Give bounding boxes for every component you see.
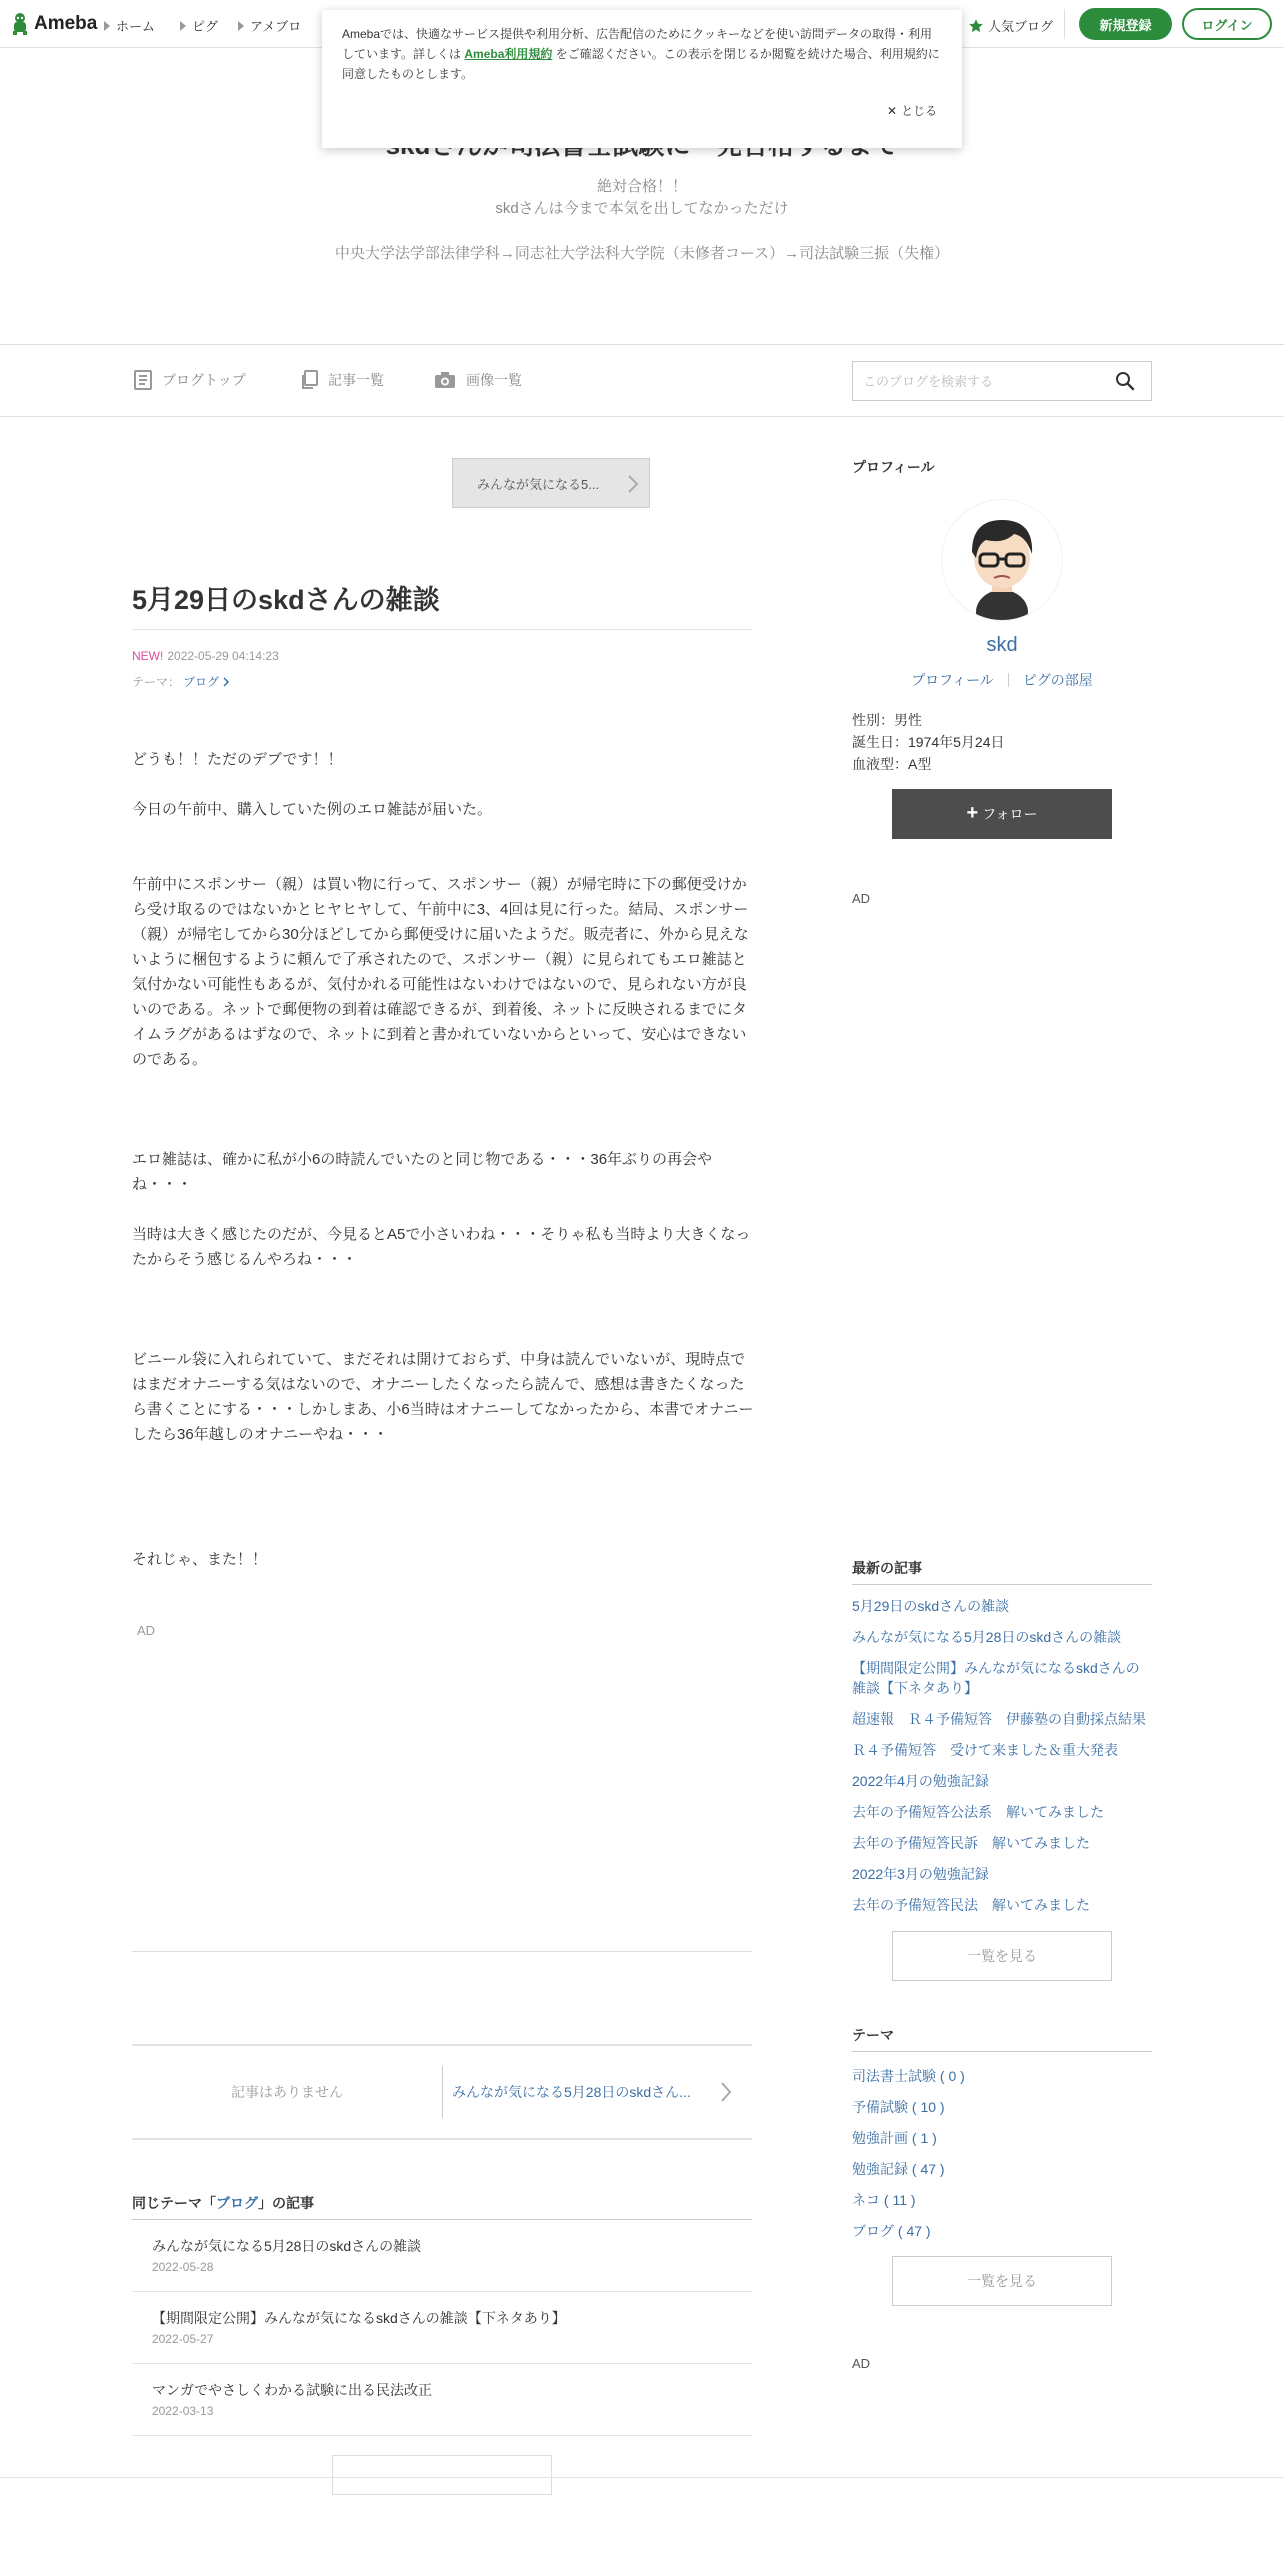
recent-heading: 最新の記事 [852, 1560, 922, 1576]
pig-room-link[interactable]: ピグの部屋 [1022, 672, 1093, 688]
avatar-image [942, 500, 1062, 620]
popular-blog-link[interactable] [968, 16, 1053, 35]
nav-home[interactable] [104, 16, 155, 35]
article-paragraph [132, 1072, 756, 1097]
close-icon: ✕ [887, 103, 898, 118]
profile-heading: プロフィール [852, 459, 935, 475]
copy-icon [300, 370, 318, 390]
profile-gender: 性別：男性 [852, 712, 922, 728]
logo-text: Ameba [34, 13, 98, 34]
same-theme-item-date: 2022-05-27 [152, 2332, 214, 2346]
same-theme-item[interactable] [132, 2364, 752, 2436]
divider [0, 416, 1284, 417]
recent-item[interactable]: 去年の予備短答民法 解いてみました [852, 1897, 1090, 1913]
pager-prev: 記事はありません [231, 2084, 343, 2100]
nav-ameblo-label: アメブロ [250, 19, 302, 34]
recent-item[interactable]: みんなが気になる5月28日のskdさんの雑談 [852, 1629, 1122, 1645]
prev-article-button[interactable] [452, 458, 650, 508]
chevron-right-icon [720, 2081, 732, 2103]
blog-subtitle: 中央大学法学部法律学科→同志社大学法科大学院（未修者コース）→司法試験三振（失権） [334, 245, 950, 262]
blog-description-line: skdさんは今まで本気を出してなかっただけ [495, 200, 789, 217]
nav-home-label: ホーム [116, 19, 156, 34]
terms-link[interactable]: Ameba利用規約 [464, 47, 553, 61]
recent-item[interactable]: 去年の予備短答公法系 解いてみました [852, 1804, 1104, 1820]
ameba-logo[interactable] [10, 12, 97, 36]
ad-label: AD [137, 1623, 156, 1638]
article-paragraph [132, 847, 756, 872]
ad-label: AD [852, 2356, 871, 2371]
star-icon [968, 18, 984, 34]
article-datetime: 2022-05-29 04:14:23 [167, 649, 279, 663]
article-paragraph: ビニール袋に入れられていて、まだそれは開けておらず、中身は読んでいないが、現時点ではまだオナニーする気はないので、オナニーしたくなったら読んで、感想は書きたくなったら書くことにする・・・しかしまあ、小6当時はオナニーしてなかったから、本書でオナニーしたら36年越しのオナニーやね・・・ [132, 1351, 754, 1443]
plus-icon: + [966, 801, 979, 824]
article-paragraph [132, 1522, 756, 1547]
cookie-text-part: Amebaでは、快適なサービス提供や利用分析、広告配信のためにクッキーなどを使い訪問データの取得・利用しています。詳しくは [342, 27, 933, 61]
link-separator [1008, 673, 1009, 687]
pager-next[interactable] [452, 2046, 742, 2138]
login-button[interactable]: ログイン [1182, 8, 1272, 40]
same-theme-prefix: 同じテーマ「 [132, 2195, 216, 2211]
triangle-icon [180, 21, 186, 31]
recent-item[interactable]: 超速報 Ｒ４予備短答 伊藤塾の自動採点結果 [852, 1711, 1146, 1727]
same-theme-link[interactable]: ブログ [216, 2195, 258, 2211]
article-paragraph: 午前中にスポンサー（親）は買い物に行って、スポンサー（親）が帰宅時に下の郵便受けから受け取るのではないかとヒヤヒヤして、午前中に3、4回は見に行った。結局、スポンサー（親）が帰宅してから30分ほどしてから郵便受けに届いたようだ。販売者に、外から見えないように梱包するように頼んで了承されたので、スポンサー（親）に見られてもエロ雑誌と気付かない可能性もあるが、気付かれる可能性はないわけではないので、見られない方が良いのである。ネットで郵便物の到着は確認できるが、到着後、ネットに反映されるまでにタイムラグがあるはずなので、ネットに到着と書かれていないからといって、安心はできないのである。 [132, 876, 749, 1068]
avatar[interactable] [942, 500, 1062, 620]
ameba-mascot-icon [10, 12, 30, 36]
nav-pig[interactable] [180, 16, 218, 35]
same-theme-heading [132, 2193, 314, 2213]
cookie-text-part: をご確認ください。この表示を閉じるか閲覧を続けた場合、利用規約に同意したものとします。 [342, 47, 940, 81]
article-paragraph: エロ雑誌は、確かに私が小6の時読んでいたのと同じ物である・・・36年ぶりの再会やね・・・ [132, 1151, 713, 1193]
article-paragraph [132, 822, 756, 847]
triangle-icon [104, 21, 110, 31]
nav-ameblo[interactable] [238, 16, 301, 35]
same-theme-more-button[interactable] [332, 2455, 552, 2495]
recent-item[interactable]: 去年の予備短答民訴 解いてみました [852, 1835, 1090, 1851]
theme-heading: テーマ [852, 2027, 894, 2043]
theme-item[interactable]: 司法書士試験 ( 0 ) [852, 2068, 965, 2084]
search-input[interactable] [853, 362, 1103, 400]
blog-nav-list[interactable] [300, 368, 384, 392]
divider [852, 1584, 1152, 1585]
document-icon [134, 370, 152, 390]
blog-nav-top-label: ブログトップ [162, 372, 246, 388]
divider [132, 629, 752, 630]
theme-item[interactable]: 勉強計画 ( 1 ) [852, 2130, 937, 2146]
blog-search [852, 361, 1152, 401]
article-paragraph: 当時は大きく感じたのだが、今見るとA5で小さいわね・・・そりゃ私も当時より大きくなったからそう感じるんやろね・・・ [132, 1226, 751, 1268]
triangle-icon [238, 21, 244, 31]
search-button[interactable] [1115, 371, 1137, 393]
article-paragraph [132, 1322, 756, 1347]
article-paragraph [132, 1197, 756, 1222]
profile-birthday: 誕生日：1974年5月24日 [852, 734, 1005, 750]
theme-item[interactable]: 勉強記録 ( 47 ) [852, 2161, 945, 2177]
profile-blood: 血液型：A型 [852, 756, 932, 772]
camera-icon [434, 371, 456, 389]
blog-nav-top[interactable] [134, 368, 246, 392]
same-theme-item[interactable] [132, 2292, 752, 2364]
article-paragraph [132, 1272, 756, 1297]
article-paragraph [132, 772, 756, 797]
article-paragraph [132, 1097, 756, 1122]
header-divider [1064, 9, 1065, 39]
search-icon [1115, 371, 1135, 391]
follow-label: フォロー [982, 806, 1038, 822]
new-badge: NEW! [132, 649, 164, 663]
article-paragraph: 今日の午前中、購入していた例のエロ雑誌が届いた。 [132, 801, 493, 818]
article-meta [132, 649, 279, 663]
profile-links [852, 670, 1152, 690]
divider [852, 2051, 1152, 2052]
pager-next-label: みんなが気になる5月28日のskdさん... [452, 2084, 691, 2100]
cookie-consent-popup [322, 10, 962, 148]
same-theme-suffix: 」の記事 [258, 2195, 314, 2211]
recent-item[interactable]: 【期間限定公開】みんなが気になるskdさんの雑談【下ネタあり】 [852, 1660, 1140, 1696]
popular-blog-label: 人気ブログ [988, 19, 1054, 34]
divider [0, 2477, 1284, 2478]
theme-link[interactable]: ブログ [183, 675, 220, 689]
recent-more-button[interactable]: 一覧を見る [892, 1931, 1112, 1981]
article-paragraph [132, 1297, 756, 1322]
same-theme-item-title: マンガでやさしくわかる試験に出る民法改正 [152, 2382, 432, 2398]
article-paragraph: どうも！！ただのデブです！！ [132, 751, 343, 768]
same-theme-item[interactable] [132, 2220, 752, 2292]
recent-item[interactable]: 2022年3月の勉強記録 [852, 1866, 989, 1882]
same-theme-item-title: みんなが気になる5月28日のskdさんの雑談 [152, 2238, 422, 2254]
cookie-close-button[interactable] [887, 102, 937, 119]
theme-item[interactable]: ブログ ( 47 ) [852, 2223, 931, 2239]
pager-divider [442, 2066, 443, 2118]
article-paragraph [132, 1447, 756, 1472]
chevron-right-icon [627, 474, 639, 494]
blog-nav-images[interactable] [434, 368, 522, 392]
recent-item[interactable]: 2022年4月の勉強記録 [852, 1773, 989, 1789]
article-title[interactable]: 5月29日のskdさんの雑談 [132, 585, 440, 615]
article-theme [132, 673, 230, 690]
theme-label: テーマ： [132, 675, 181, 689]
same-theme-item-date: 2022-05-28 [152, 2260, 214, 2274]
chevron-right-icon [222, 677, 230, 687]
prev-article-label: みんなが気になる5... [477, 476, 600, 492]
blog-nav-images-label: 画像一覧 [466, 372, 522, 388]
same-theme-item-title: 【期間限定公開】みんなが気になるskdさんの雑談【下ネタあり】 [152, 2310, 566, 2326]
divider [132, 1951, 752, 1952]
recent-item[interactable]: Ｒ４予備短答 受けて来ました＆重大発表 [852, 1742, 1118, 1758]
theme-more-button[interactable]: 一覧を見る [892, 2256, 1112, 2306]
profile-name[interactable]: skd [986, 634, 1018, 656]
recent-item[interactable]: 5月29日のskdさんの雑談 [852, 1598, 1010, 1614]
signup-button[interactable]: 新規登録 [1079, 8, 1172, 40]
follow-button[interactable] [892, 789, 1112, 839]
theme-item[interactable]: 予備試験 ( 10 ) [852, 2099, 945, 2115]
article-paragraph [132, 1497, 756, 1522]
profile-link[interactable]: プロフィール [911, 672, 994, 688]
article-paragraph [132, 1122, 756, 1147]
article-pager [132, 2044, 752, 2140]
nav-pig-label: ピグ [192, 19, 219, 34]
article-paragraph [132, 1472, 756, 1497]
theme-item[interactable]: ネコ ( 11 ) [852, 2192, 916, 2208]
blog-nav-list-label: 記事一覧 [328, 372, 384, 388]
blog-description [0, 176, 1284, 220]
same-theme-item-date: 2022-03-13 [152, 2404, 214, 2418]
blog-description-line: 絶対合格！！ [596, 178, 687, 195]
cookie-text [342, 24, 942, 84]
divider [0, 344, 1284, 345]
ad-label: AD [852, 891, 871, 906]
cookie-close-label: とじる [901, 104, 938, 118]
article-body [132, 747, 756, 1572]
article-paragraph: それじゃ、また！！ [132, 1551, 268, 1568]
